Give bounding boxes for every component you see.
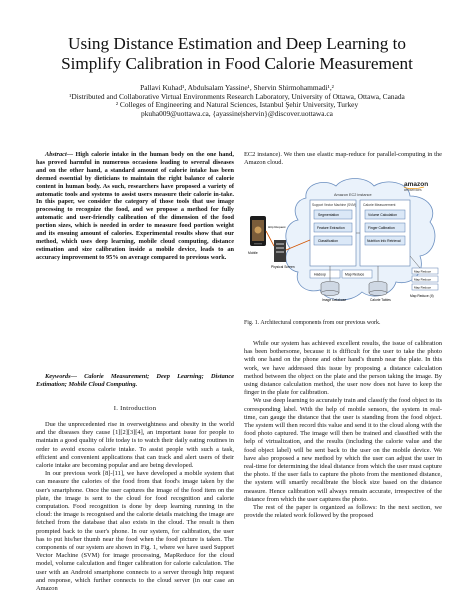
feature-label: Feature Extraction [317, 226, 345, 230]
author-emails: pkuha009@uottawa.ca, {ayassine|shervin}@discover.uottawa.ca [141, 109, 333, 119]
amazon-logo [404, 181, 428, 192]
phone-server-link [266, 231, 274, 246]
author-block [20, 84, 454, 119]
body-paragraph: While our system has achieved excellent results, the issue of calibration has been bothersome, because it is difficult for the user to take the photo with one hand on the phone and other hand's thumb near the plate. In this work, we have addressed this issue by proposing a distance calculation method between the object on the plate and the person taking the image. By using distance calculation method, the user now does not have to keep the finger in the plate for calibration. [244, 340, 442, 397]
segmentation-label: Segmentation [318, 213, 339, 217]
http-label: Http Request [268, 225, 286, 229]
classification-label: Classification [318, 239, 338, 243]
cloud-label: Amazon EC2 instance [334, 193, 372, 197]
abstract-lead: Abstract— [45, 151, 73, 158]
body-paragraph: The rest of the paper is organized as follows: In the next section, we provide the related work followed by the proposed [244, 504, 442, 520]
abstract [36, 151, 234, 262]
introduction-body [36, 421, 234, 593]
mr-label-1: Map Reduce [414, 269, 432, 274]
section-heading-introduction: I. Introduction [113, 405, 157, 412]
nutrition-label: Nutrition Info Retrieval [367, 239, 401, 243]
architecture-diagram [244, 176, 442, 316]
physical-screen-label: Physical Screen [271, 265, 295, 269]
mr-group-label: Map Reduce (II) [410, 294, 434, 298]
body-paragraph: We use deep learning to accurately train and classify the food object to its corresponding label. With the help of mobile sensors, the system in real-time, can gauge the distance that the user is standing from the food object. The system will then record this value and send it to the cloud along with the food photo captured. The image will then be trained and classified with the help of virtualization, and the results (including the calorie value and the food object label) will be sent back to the user on the mobile device. We have also proposed a new method by which the user can adjust the user in real-time for determining the ideal distance from which the user must capture the photo. If the user fails to capture the photo from the mentioned distance, the system will smartly recalibrate the block size based on the distance measure. Hence calibration will always remain accurate, irrespective of the distance from which the user captures the photo. [244, 397, 442, 503]
calorie-tables-label: Calorie Tables [370, 298, 391, 302]
affiliation-2: ² Colleges of Engineering and Natural Sciences, Istanbul Şehir University, Turkey [115, 100, 359, 110]
intro-paragraph: In our previous work [8]-[11], we have developed a mobile system that can measure the calories of the food from that food's image taken by the user's smartphone. Once the user captures the image of the food item on the plate, the image is sent to the cloud for food recognition and calorie computation. Food recognition is done by deep learning running in the cloud: the image is recognised and the calorie details matching the image are fetched from the database that also exists in the cloud. The result is then prompted back to the user's phone. In our system, for calibration, the user has to put his/her thumb near the food when the food picture is taken. The components of our system are shown in Fig. 1, where we have used Support Vector Machine (SVM) for image processing, MapReduce for the cloud model, volume calculation and finger calibration for calorie calculation. The user with an Android smartphone connects to a server through http request and response, which further connects to the cloud server (in our case an Amazon [36, 470, 234, 593]
author-names: Pallavi Kuhad¹, Abdulsalam Yassine¹, Shervin Shirmohammadi¹,² [140, 83, 334, 92]
calorie-label: Calorie Measurement [363, 203, 396, 207]
finger-label: Finger Calibration [368, 226, 395, 230]
amazon-label: amazon [404, 181, 429, 188]
mr-label-3: Map Reduce [414, 285, 432, 290]
title-line-2: Simplify Calibration in Food Calorie Measurement [61, 54, 413, 73]
volume-label: Volume Calculation [368, 213, 398, 217]
abstract-text: High calorie intake in the human body on the one hand, has proved harmful in numerous occasions leading to several diseases and on the other hand, a standard amount of calorie intake has been deemed essential by dieticians to maintain the right balance of calorie content in human body. As such, researchers have proposed a variety of automatic tools and systems to assist users measure their calorie in-take. In this paper, we consider the category of those tools that use image processing to recognize the food, and we propose a method for fully automatic and user-friendly calibration of the dimension of the food portion sizes, which is needed in order to measure food portion weight and its ensuing amount of calories. Experimental results show that our method, which uses deep learning, mobile cloud computing, distance estimation and size calibration inside a mobile device, leads to an accuracy improvement to 95% on average compared to previous work. [36, 151, 234, 261]
keywords-lead: Keywords— [45, 373, 77, 380]
paper-title [20, 34, 454, 74]
map-label: Map Reduce [345, 272, 365, 277]
right-top-paragraph: EC2 instance). We then use elastic map-reduce for parallel-computing in the Amazon cloud. [244, 151, 442, 167]
hadoop-label: Hadoop [314, 272, 326, 277]
server-icon [274, 240, 286, 262]
svm-label: Support Vector Machine (SVM) [312, 203, 356, 207]
keywords [36, 373, 234, 389]
keywords-text: Calorie Measurement; Deep Learning; Distance Estimation; Mobile Cloud Computing. [36, 373, 234, 388]
map-reduce-stack [410, 268, 438, 298]
title-line-1: Using Distance Estimation and Deep Learning to [68, 34, 406, 53]
affiliation-1: ¹Distributed and Collaborative Virtual Environments Research Laboratory, University of Ottawa, Ottawa, Canada [69, 91, 405, 101]
phone-icon [250, 216, 266, 246]
right-column-body [244, 340, 442, 520]
mr-label-2: Map Reduce [414, 277, 432, 282]
architecture-figure [244, 176, 442, 316]
intro-paragraph: Due the unprecedented rise in overweightness and obesity in the world and the diseases they cause [1][2][3][4], an important issue for people to maintain a good quality of life today is to watch their daily eating routines in order to avoid excess calorie intake. To assist people with such a task, efficient and convenient applications that can track and alert users of their calorie intake are becoming popular and are being developed. [36, 421, 234, 470]
phone-label: Mobile [248, 251, 258, 255]
amazon-sub: webservices [404, 188, 422, 192]
right-column-top-text [244, 151, 442, 167]
figure-caption: Fig. 1. Architectural components from our previous work. [244, 320, 381, 326]
image-db-label: Image Database [322, 298, 347, 302]
